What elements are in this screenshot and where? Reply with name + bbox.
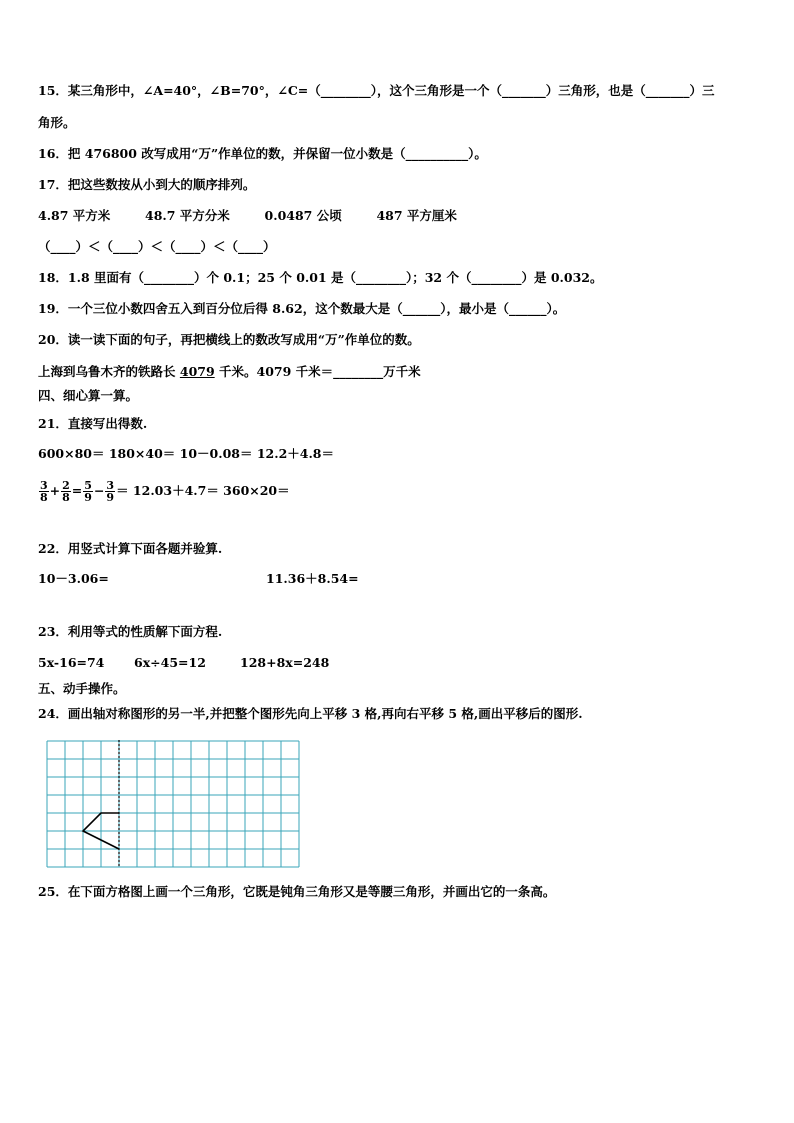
fraction: $\frac{5}{9}$ — [84, 479, 92, 504]
fraction: $\frac{3}{8}$ — [40, 479, 48, 504]
q17-order: （____）＜（____）＜（____）＜（____） — [38, 239, 276, 254]
q17-item-2: 48.7 平方分米 — [145, 208, 230, 223]
q22-left: 10－3.06= — [38, 571, 109, 586]
q15-line2: 角形。 — [38, 115, 76, 130]
q20-sentence — [38, 364, 421, 380]
q17-item-1: 4.87 平方米 — [38, 208, 111, 223]
q23-eq3: 128+8x=248 — [240, 655, 330, 670]
q15-line1: 15．某三角形中，∠A=40°，∠B=70°，∠C=（________），这个三角形是一个（_______）三角形，也是（_______）三 — [38, 83, 715, 98]
q21-row1: 600×80＝ 180×40＝ 10－0.08＝ 12.2＋4.8＝ — [38, 446, 335, 461]
square-grid — [46, 740, 300, 870]
q25: 25．在下面方格图上画一个三角形，它既是钝角三角形又是等腰三角形，并画出它的一条高。 — [38, 884, 556, 899]
q24-prompt: 24．画出轴对称图形的另一半,并把整个图形先向上平移 3 格,再向右平移 5 格,画出平移后的图形. — [38, 706, 583, 721]
fraction: $\frac{2}{8}$ — [62, 479, 70, 504]
section-4-heading: 四、细心算一算。 — [38, 388, 139, 403]
q17-items — [38, 208, 457, 224]
q21-prompt: 21．直接写出得数. — [38, 416, 148, 431]
q22-right: 11.36＋8.54= — [266, 571, 359, 586]
q20-sentence-a: 上海到乌鲁木齐的铁路长 — [38, 364, 176, 379]
q23-eq2: 6x÷45=12 — [134, 655, 206, 670]
q16: 16．把 476800 改写成用“万”作单位的数，并保留一位小数是（__________）。 — [38, 146, 487, 161]
section-5-heading: 五、动手操作。 — [38, 681, 126, 696]
q20-prompt: 20．读一读下面的句子，再把横线上的数改写成用“万”作单位的数。 — [38, 332, 420, 347]
q18: 18．1.8 里面有（________）个 0.1；25 个 0.01 是（________）；32 个（________）是 0.032。 — [38, 270, 603, 285]
q20-sentence-num: 4079 — [179, 364, 215, 379]
q22-prompt: 22．用竖式计算下面各题并验算. — [38, 541, 223, 556]
q23-eq1: 5x-16=74 — [38, 655, 105, 670]
q20-sentence-b: 千米。4079 千米＝________万千米 — [219, 364, 421, 379]
q17-prompt: 17．把这些数按从小到大的顺序排列。 — [38, 177, 256, 192]
q19: 19．一个三位小数四舍五入到百分位后得 8.62，这个数最大是（______），最小是（______）。 — [38, 301, 566, 316]
fraction: $\frac{3}{9}$ — [106, 479, 115, 504]
q23-prompt: 23．利用等式的性质解下面方程. — [38, 624, 223, 639]
q17-item-3: 0.0487 公顷 — [264, 208, 342, 223]
q17-item-4: 487 平方厘米 — [376, 208, 457, 223]
q21-row2: $\frac{3}{8}$ + $\frac{2}{8}$ = $\frac{5}{9}$ − $\frac{3}{9}$ ＝ 12.03＋4.7＝ 360×20＝ — [40, 479, 290, 504]
